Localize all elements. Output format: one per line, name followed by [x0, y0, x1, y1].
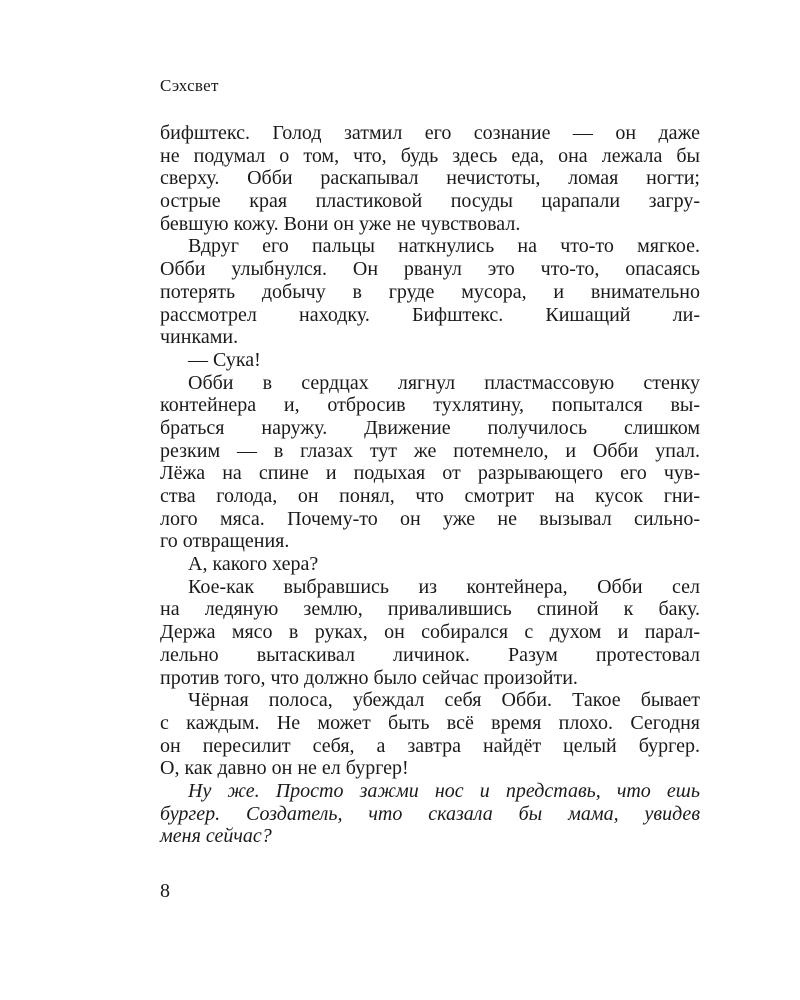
- text-line: не подумал о том, что, будь здесь еда, она лежала бы: [160, 144, 700, 167]
- text-line-italic: бургер. Создатель, что сказала бы мама, увидев: [160, 802, 700, 825]
- text-line: ства голода, он понял, что смотрит на кусок гни-: [160, 485, 700, 507]
- text-line: с каждым. Не может быть всё время плохо. Сегодня: [160, 711, 700, 734]
- page-number: 8: [160, 880, 170, 902]
- text-line: рассмотрел находку. Бифштекс. Кишащий ли-: [160, 303, 700, 326]
- text-line: резким — в глазах тут же потемнело, и Обби упал.: [160, 439, 700, 462]
- text-line-italic: меня сейчас?: [160, 825, 272, 848]
- text-line: бевшую кожу. Вони он уже не чувствовал.: [160, 212, 521, 235]
- text-line: сверху. Обби раскапывал нечистоты, ломая ногти;: [160, 167, 700, 190]
- text-line: он пересилит себя, а завтра найдёт целый бургер.: [160, 734, 700, 757]
- text-line-italic: Ну же. Просто зажми нос и представь, что ешь: [188, 779, 700, 802]
- text-line: на ледяную землю, привалившись спиной к баку.: [160, 598, 700, 621]
- text-line: лельно вытаскивал личинок. Разум протестовал: [160, 643, 700, 666]
- text-line: А, какого хера?: [188, 553, 319, 576]
- text-line: бифштекс. Голод затмил его сознание — он даже: [160, 122, 700, 144]
- text-line: против того, что должно было сейчас произойти.: [160, 666, 578, 689]
- text-line: потерять добычу в груде мусора, и внимательно: [160, 280, 700, 303]
- text-line: Чёрная полоса, убеждал себя Обби. Такое бывает: [188, 689, 700, 712]
- text-line: Кое-как выбравшись из контейнера, Обби сел: [188, 575, 700, 598]
- running-head: Сэхсвет: [160, 76, 219, 95]
- text-line: чинками.: [160, 326, 239, 349]
- text-line: О, как давно он не ел бургер!: [160, 757, 409, 780]
- text-line: острые края пластиковой посуды царапали загру-: [160, 190, 700, 213]
- text-line: Обби улыбнулся. Он рванул это что-то, опасаясь: [160, 258, 700, 281]
- text-line: лого мяса. Почему-то он уже не вызывал сильно-: [160, 507, 700, 530]
- text-line: Держа мясо в руках, он собирался с духом и парал-: [160, 621, 700, 644]
- text-line: — Сука!: [188, 348, 261, 371]
- text-line: Обби в сердцах лягнул пластмассовую стенку: [188, 371, 700, 394]
- text-line: Вдруг его пальцы наткнулись на что-то мягкое.: [188, 235, 700, 258]
- text-line: го отвращения.: [160, 530, 290, 553]
- text-line: браться наружу. Движение получилось слишком: [160, 416, 700, 439]
- text-line: Лёжа на спине и подыхая от разрывающего его чув-: [160, 462, 700, 485]
- body-text: [160, 122, 700, 848]
- text-line: контейнера и, отбросив тухлятину, попытался вы-: [160, 394, 700, 417]
